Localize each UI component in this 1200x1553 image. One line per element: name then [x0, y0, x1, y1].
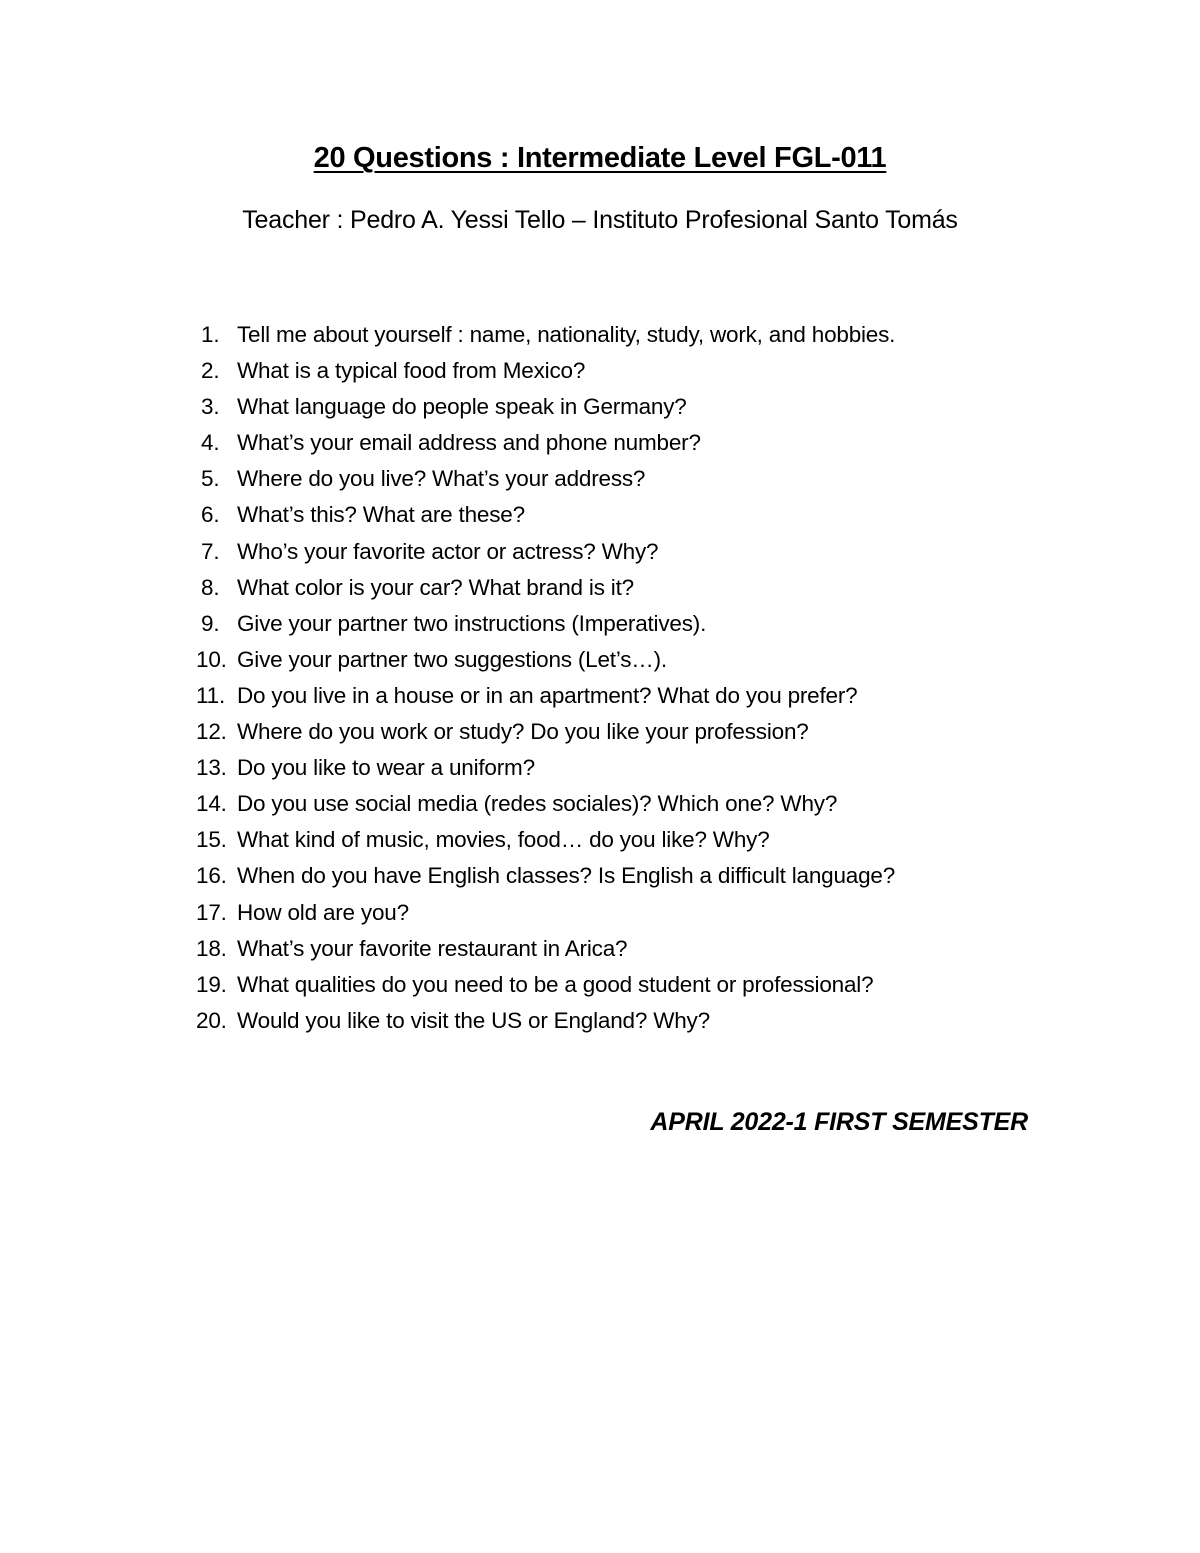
- semester-footer: APRIL 2022-1 FIRST SEMESTER: [650, 1108, 1028, 1136]
- question-text: What language do people speak in Germany?: [237, 394, 687, 420]
- question-number: 8.: [201, 574, 220, 600]
- question-text: Do you use social media (redes sociales)? Which one? Why?: [237, 791, 838, 817]
- question-number: 9.: [201, 610, 220, 636]
- question-text: When do you have English classes? Is English a difficult language?: [237, 863, 896, 889]
- question-number: 16.: [196, 863, 227, 889]
- question-text: Who’s your favorite actor or actress? Why?: [237, 538, 659, 564]
- question-item: [196, 786, 895, 822]
- question-number: 7.: [201, 538, 220, 564]
- question-number: 20.: [196, 1007, 227, 1033]
- question-item: [196, 425, 895, 461]
- question-text: What color is your car? What brand is it?: [237, 574, 634, 600]
- question-text: Where do you work or study? Do you like your profession?: [237, 719, 809, 745]
- question-number: 4.: [201, 430, 220, 456]
- document-subtitle: Teacher : Pedro A. Yessi Tello – Instituto Profesional Santo Tomás: [242, 206, 958, 234]
- question-number: 3.: [201, 394, 220, 420]
- question-number: 12.: [196, 719, 227, 745]
- question-text: Do you live in a house or in an apartment? What do you prefer?: [237, 682, 858, 708]
- question-text: What’s this? What are these?: [237, 502, 525, 528]
- question-item: [196, 678, 895, 714]
- question-item: [196, 750, 895, 786]
- question-item: [196, 606, 895, 642]
- question-item: [196, 714, 895, 750]
- question-text: How old are you?: [237, 899, 409, 925]
- question-number: 11.: [196, 682, 226, 708]
- question-item: [196, 317, 895, 353]
- question-item: [196, 895, 895, 931]
- question-item: [196, 353, 895, 389]
- question-number: 18.: [196, 935, 227, 961]
- question-text: What kind of music, movies, food… do you like? Why?: [237, 827, 770, 853]
- question-item: [196, 389, 895, 425]
- question-item: [196, 1003, 895, 1039]
- question-text: Where do you live? What’s your address?: [237, 466, 646, 492]
- question-item: [196, 534, 895, 570]
- question-number: 14.: [196, 791, 227, 817]
- question-number: 2.: [201, 358, 220, 384]
- question-number: 1.: [201, 322, 220, 347]
- question-number: 10.: [196, 646, 227, 672]
- question-text: Tell me about yourself : name, nationality, study, work, and hobbies.: [237, 322, 896, 347]
- question-item: [196, 497, 895, 533]
- question-text: Give your partner two suggestions (Let’s…).: [237, 646, 667, 672]
- question-text: Give your partner two instructions (Imperatives).: [237, 610, 707, 636]
- question-item: [196, 570, 895, 606]
- question-text: What qualities do you need to be a good student or professional?: [237, 971, 874, 997]
- question-text: What’s your email address and phone number?: [237, 430, 701, 456]
- question-list: [196, 317, 895, 1039]
- question-number: 17.: [196, 899, 227, 925]
- question-item: [196, 967, 895, 1003]
- question-text: What is a typical food from Mexico?: [237, 358, 586, 384]
- question-text: Do you like to wear a uniform?: [237, 755, 535, 781]
- question-item: [196, 931, 895, 967]
- question-number: 5.: [201, 466, 220, 492]
- document-title: 20 Questions : Intermediate Level FGL-011: [313, 142, 887, 174]
- question-item: [196, 858, 895, 894]
- question-item: [196, 642, 895, 678]
- question-item: [196, 822, 895, 858]
- question-text: What’s your favorite restaurant in Arica?: [237, 935, 628, 961]
- question-number: 6.: [201, 502, 220, 528]
- question-number: 19.: [196, 971, 227, 997]
- question-text: Would you like to visit the US or England? Why?: [237, 1007, 710, 1033]
- question-number: 13.: [196, 755, 227, 781]
- question-number: 15.: [196, 827, 227, 853]
- question-item: [196, 461, 895, 497]
